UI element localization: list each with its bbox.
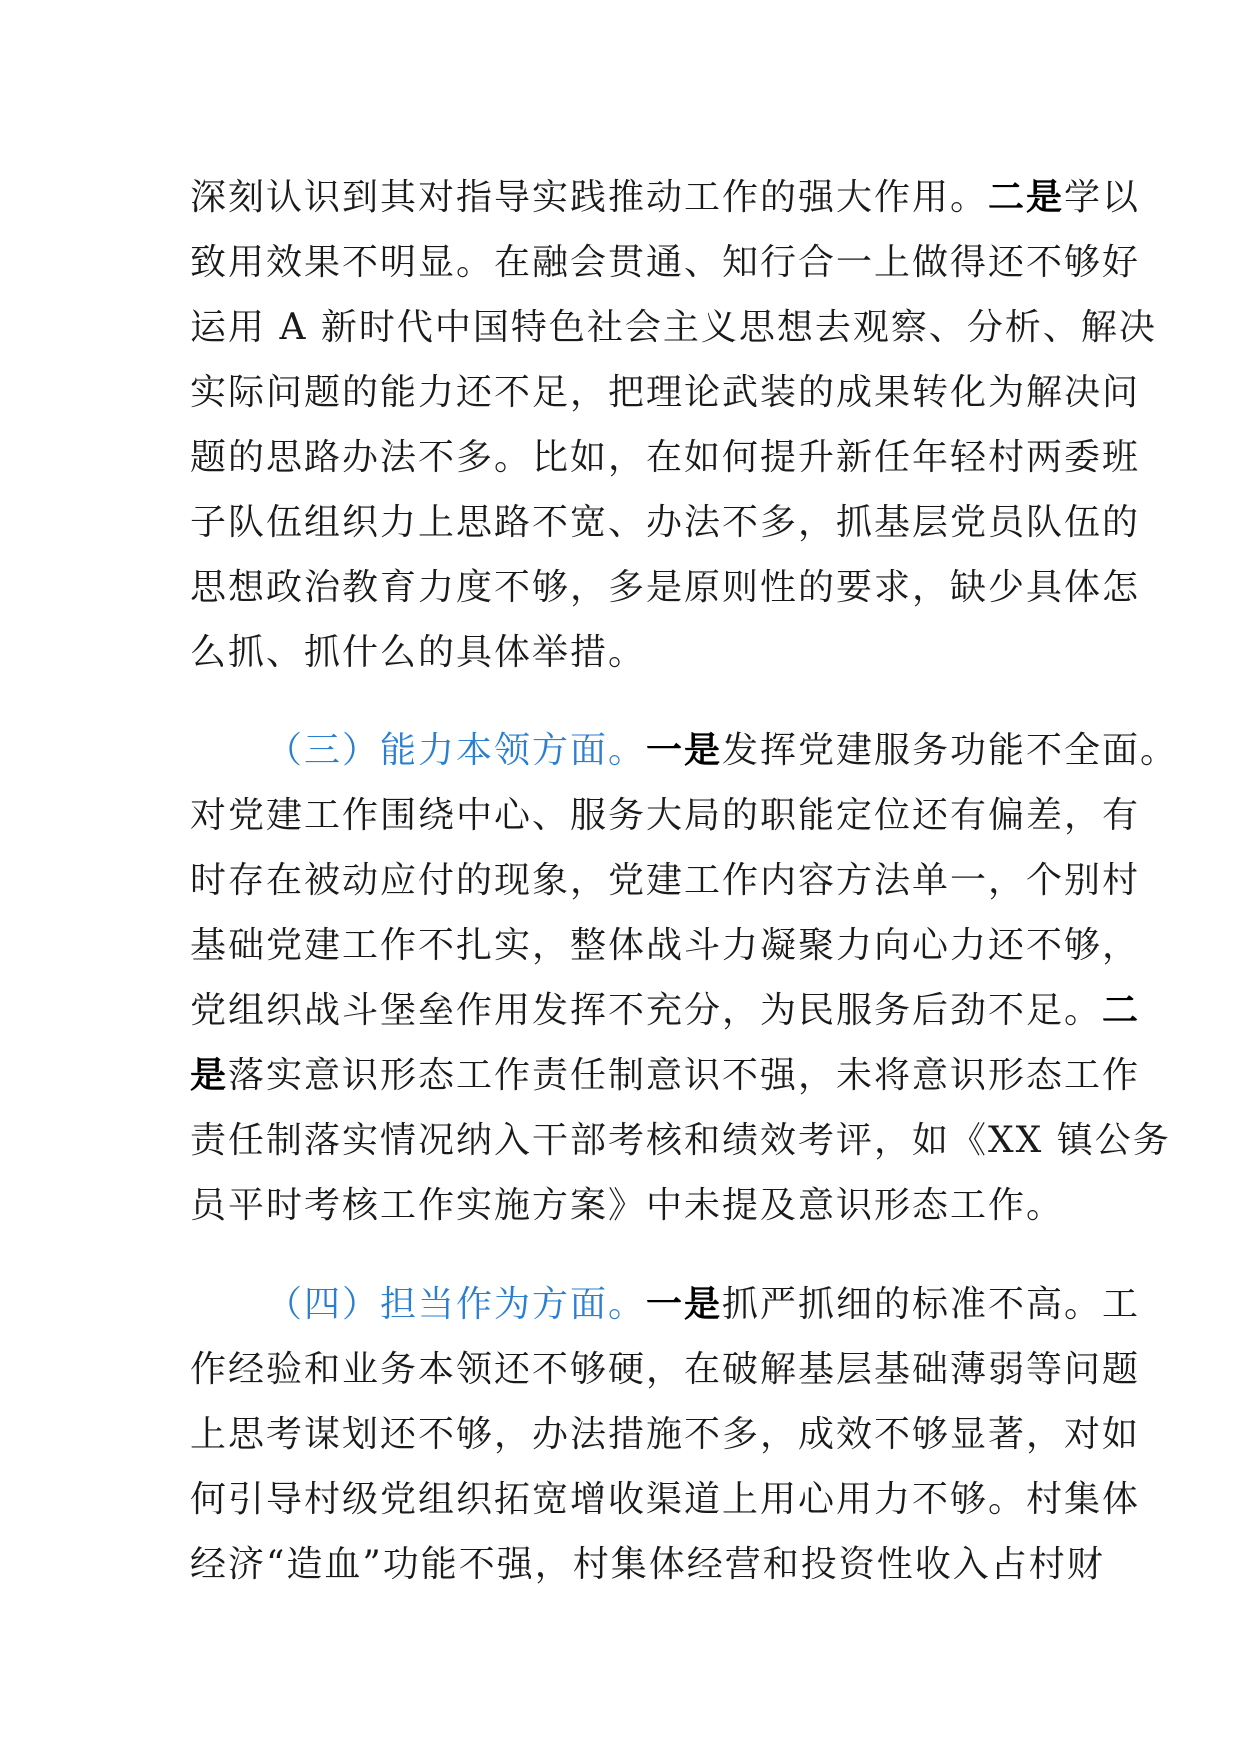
text-line: 运用 A 新时代中国特色社会主义思想去观察、分析、解决 xyxy=(190,307,1157,348)
text-line: 经济“造血”功能不强，村集体经营和投资性收入占村财 xyxy=(190,1544,1105,1585)
text-line: 思想政治教育力度不够，多是原则性的要求，缺少具体怎 xyxy=(190,567,1141,608)
text-line: 深刻认识到其对指导实践推动工作的强大作用。二是学以 xyxy=(190,177,1141,218)
text-line: （四）担当作为方面。一是抓严抓细的标准不高。工 xyxy=(266,1284,1141,1325)
section-heading: （四）担当作为方面。 xyxy=(266,1284,647,1325)
text-line: 题的思路办法不多。比如，在如何提升新任年轻村两委班 xyxy=(190,437,1141,478)
paragraph-responsibility xyxy=(190,1272,1141,1597)
section-heading: （三）能力本领方面。 xyxy=(266,730,647,771)
text-line: 作经验和业务本领还不够硬，在破解基层基础薄弱等问题 xyxy=(190,1349,1141,1390)
text-line: 员平时考核工作实施方案》中未提及意识形态工作。 xyxy=(190,1185,1065,1226)
text-line: 子队伍组织力上思路不宽、办法不多，抓基层党员队伍的 xyxy=(190,502,1141,543)
paragraph-ability-skills xyxy=(190,718,1179,1238)
emphasis-marker: 一是 xyxy=(646,730,723,771)
text-line: （三）能力本领方面。一是发挥党建服务功能不全面。 xyxy=(266,730,1179,771)
emphasis-marker: 是 xyxy=(190,1055,229,1096)
emphasis-marker: 二 xyxy=(1102,990,1141,1031)
text-line: 是落实意识形态工作责任制意识不强，未将意识形态工作 xyxy=(190,1055,1141,1096)
text-line: 基础党建工作不扎实，整体战斗力凝聚力向心力还不够， xyxy=(190,925,1141,966)
text-line: 致用效果不明显。在融会贯通、知行合一上做得还不够好 xyxy=(190,242,1141,283)
emphasis-marker: 二是 xyxy=(988,177,1065,218)
text-line: 党组织战斗堡垒作用发挥不充分，为民服务后劲不足。二 xyxy=(190,990,1141,1031)
paragraph-study-application xyxy=(190,165,1157,685)
text-line: 责任制落实情况纳入干部考核和绩效考评，如《XX 镇公务 xyxy=(190,1120,1171,1161)
text-line: 何引导村级党组织拓宽增收渠道上用心用力不够。村集体 xyxy=(190,1479,1141,1520)
text-line: 对党建工作围绕中心、服务大局的职能定位还有偏差，有 xyxy=(190,795,1141,836)
text-line: 上思考谋划还不够，办法措施不多，成效不够显著，对如 xyxy=(190,1414,1141,1455)
text-line: 时存在被动应付的现象，党建工作内容方法单一，个别村 xyxy=(190,860,1141,901)
emphasis-marker: 一是 xyxy=(646,1284,723,1325)
text-line: 实际问题的能力还不足，把理论武装的成果转化为解决问 xyxy=(190,372,1141,413)
text-line: 么抓、抓什么的具体举措。 xyxy=(190,632,647,673)
